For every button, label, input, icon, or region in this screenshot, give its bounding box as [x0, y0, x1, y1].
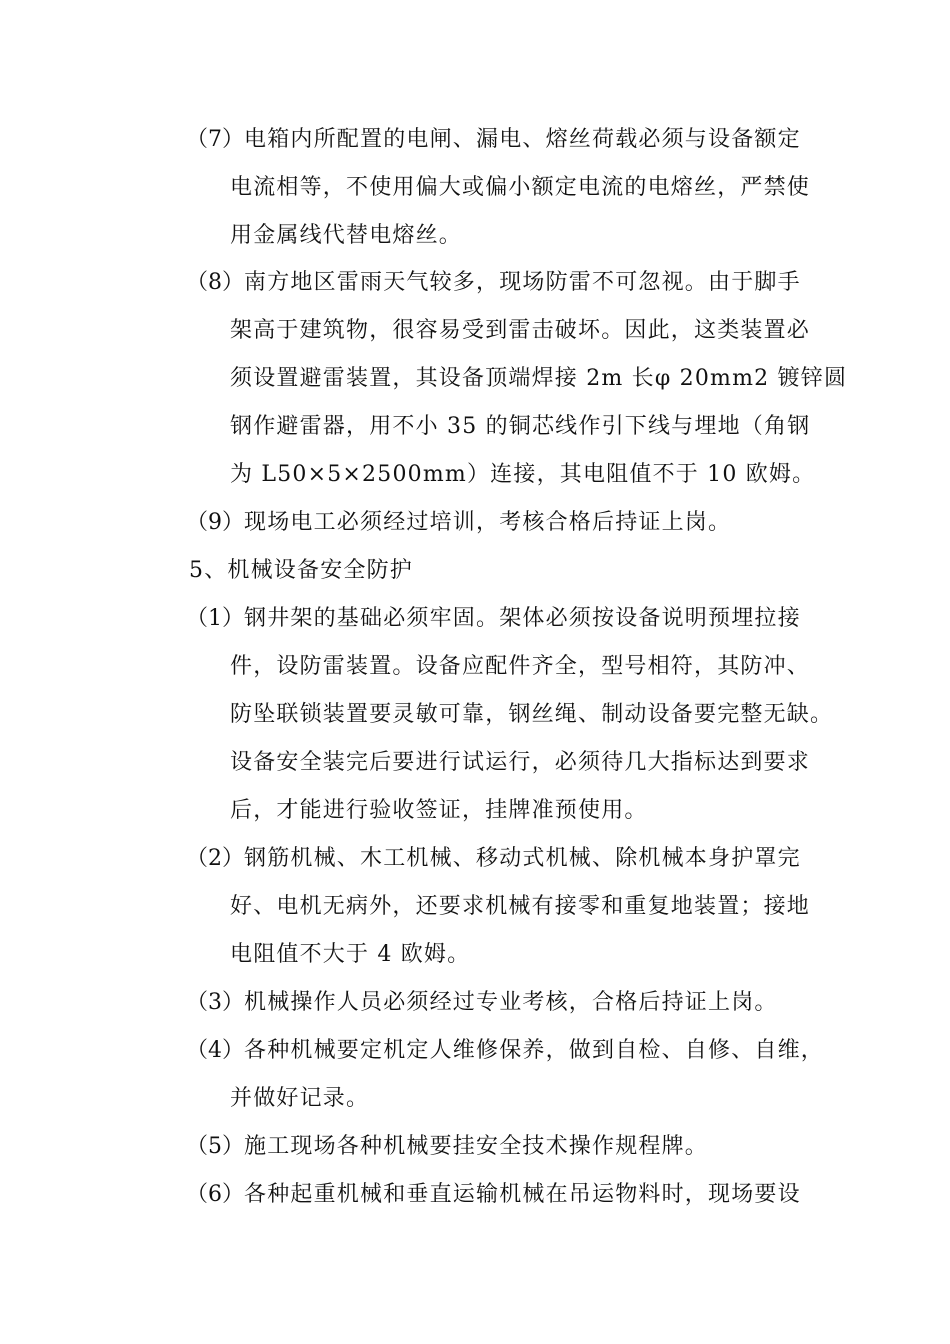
item-number: （6） [186, 1182, 244, 1207]
item-line: 防坠联锁装置要灵敏可靠，钢丝绳、制动设备要完整无缺。 [230, 702, 834, 727]
item-line: 钢筋机械、木工机械、移动式机械、除机械本身护罩完 [244, 846, 801, 871]
item-line: 各种起重机械和垂直运输机械在吊运物料时，现场要设 [244, 1182, 801, 1207]
item-line: 电箱内所配置的电闸、漏电、熔丝荷载必须与设备额定 [244, 127, 801, 152]
item-line: 并做好记录。 [230, 1086, 370, 1111]
item-line: 施工现场各种机械要挂安全技术操作规程牌。 [244, 1134, 709, 1159]
item-line: 各种机械要定机定人维修保养，做到自检、自修、自维， [244, 1038, 825, 1063]
section-heading: 5、机械设备安全防护 [189, 558, 413, 583]
item-line: 架高于建筑物，很容易受到雷击破坏。因此，这类装置必 [230, 318, 811, 343]
item-line: 机械操作人员必须经过专业考核，合格后持证上岗。 [244, 990, 778, 1015]
item-line: 钢作避雷器，用不小 35 的铜芯线作引下线与埋地（角钢 [230, 414, 811, 439]
item-number: （8） [186, 270, 244, 295]
item-number: （4） [186, 1038, 244, 1063]
item-line: 钢井架的基础必须牢固。架体必须按设备说明预埋拉接 [244, 606, 801, 631]
item-line: 现场电工必须经过培训，考核合格后持证上岗。 [244, 510, 732, 535]
item-number: （9） [186, 510, 244, 535]
item-number: （5） [186, 1134, 244, 1159]
item-line: 为 L50×5×2500mm）连接，其电阻值不于 10 欧姆。 [230, 462, 816, 487]
item-line: 设备安全装完后要进行试运行，必须待几大指标达到要求 [230, 750, 811, 775]
item-line: 后，才能进行验收签证，挂牌准预使用。 [230, 798, 648, 823]
item-line: 南方地区雷雨天气较多，现场防雷不可忽视。由于脚手 [244, 270, 801, 295]
item-number: （7） [186, 127, 244, 152]
item-line: 件，设防雷装置。设备应配件齐全，型号相符，其防冲、 [230, 654, 811, 679]
item-line: 用金属线代替电熔丝。 [230, 223, 463, 248]
item-line: 电流相等，不使用偏大或偏小额定电流的电熔丝，严禁使 [230, 175, 811, 200]
item-number: （3） [186, 990, 244, 1015]
item-number: （2） [186, 846, 244, 871]
item-number: （1） [186, 606, 244, 631]
item-line: 好、电机无病外，还要求机械有接零和重复地装置；接地 [230, 894, 811, 919]
item-line: 电阻值不大于 4 欧姆。 [230, 942, 471, 967]
item-line: 须设置避雷装置，其设备顶端焊接 2m 长φ 20mm2 镀锌圆 [230, 366, 848, 391]
